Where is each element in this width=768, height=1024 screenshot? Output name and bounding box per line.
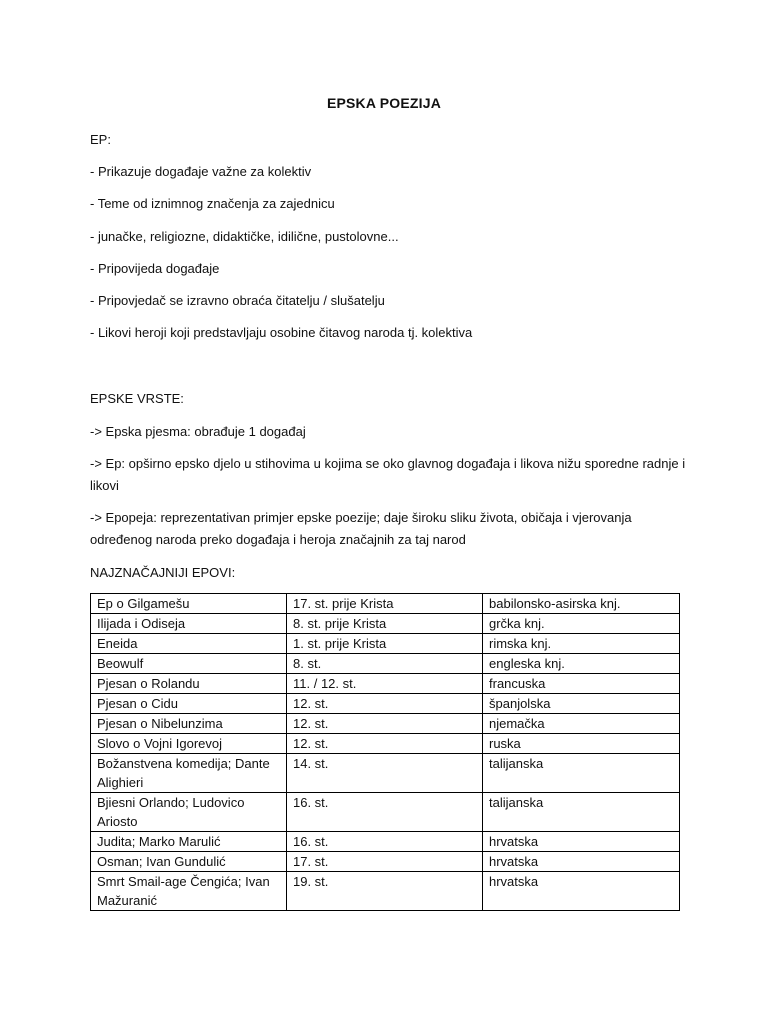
ep-name-cell: Pjesan o Nibelunzima <box>91 714 287 734</box>
century-cell: 12. st. <box>287 734 483 754</box>
literature-cell: rimska knj. <box>483 634 680 654</box>
table-row <box>91 754 680 793</box>
literature-cell: španjolska <box>483 694 680 714</box>
century-cell: 17. st. prije Krista <box>287 594 483 614</box>
table-row <box>91 793 680 832</box>
ep-name-cell: Bjiesni Orlando; Ludovico Ariosto <box>91 793 287 832</box>
table-row <box>91 714 680 734</box>
ep-heading: EP: <box>90 132 111 147</box>
literature-cell: francuska <box>483 674 680 694</box>
century-cell: 16. st. <box>287 793 483 832</box>
literature-cell: talijanska <box>483 793 680 832</box>
ep-name-cell: Osman; Ivan Gundulić <box>91 852 287 872</box>
ep-name-cell: Ep o Gilgamešu <box>91 594 287 614</box>
ep-name-cell: Pjesan o Cidu <box>91 694 287 714</box>
ep-item: - Teme od iznimnog značenja za zajednicu <box>90 196 335 211</box>
century-cell: 17. st. <box>287 852 483 872</box>
century-cell: 1. st. prije Krista <box>287 634 483 654</box>
vrste-heading: EPSKE VRSTE: <box>90 391 184 406</box>
literature-cell: engleska knj. <box>483 654 680 674</box>
literature-cell: babilonsko-asirska knj. <box>483 594 680 614</box>
literature-cell: njemačka <box>483 714 680 734</box>
ep-name-cell: Smrt Smail-age Čengića; Ivan Mažuranić <box>91 872 287 911</box>
table-row <box>91 594 680 614</box>
ep-name-cell: Slovo o Vojni Igorevoj <box>91 734 287 754</box>
ep-item: - Pripovjedač se izravno obraća čitatelju / slušatelju <box>90 293 385 308</box>
document-title: EPSKA POEZIJA <box>326 95 442 111</box>
ep-name-cell: Eneida <box>91 634 287 654</box>
ep-name-cell: Judita; Marko Marulić <box>91 832 287 852</box>
vrste-item: -> Epopeja: reprezentativan primjer epske poezije; daje široku sliku života, običaja i vjerovanja određenog naroda preko događaja i heroja značajnih za taj narod <box>90 510 632 547</box>
table-row <box>91 674 680 694</box>
literature-cell: hrvatska <box>483 852 680 872</box>
century-cell: 8. st. prije Krista <box>287 614 483 634</box>
literature-cell: hrvatska <box>483 832 680 852</box>
table-row <box>91 634 680 654</box>
vrste-item: -> Epska pjesma: obrađuje 1 događaj <box>90 424 306 439</box>
century-cell: 11. / 12. st. <box>287 674 483 694</box>
literature-cell: hrvatska <box>483 872 680 911</box>
literature-cell: talijanska <box>483 754 680 793</box>
ep-item: - Likovi heroji koji predstavljaju osobine čitavog naroda tj. kolektiva <box>90 325 473 340</box>
epovi-table <box>90 593 680 911</box>
century-cell: 12. st. <box>287 714 483 734</box>
ep-name-cell: Beowulf <box>91 654 287 674</box>
literature-cell: ruska <box>483 734 680 754</box>
table-row <box>91 852 680 872</box>
ep-name-cell: Božanstvena komedija; Dante Alighieri <box>91 754 287 793</box>
ep-item: - Pripovijeda događaje <box>90 261 220 276</box>
table-row <box>91 614 680 634</box>
ep-name-cell: Ilijada i Odiseja <box>91 614 287 634</box>
century-cell: 14. st. <box>287 754 483 793</box>
table-heading: NAJZNAČAJNIJI EPOVI: <box>90 565 236 580</box>
literature-cell: grčka knj. <box>483 614 680 634</box>
ep-item: - junačke, religiozne, didaktičke, idilične, pustolovne... <box>90 229 399 244</box>
century-cell: 16. st. <box>287 832 483 852</box>
vrste-item: -> Ep: opširno epsko djelo u stihovima u kojima se oko glavnog događaja i likova nižu sporedne radnje i likovi <box>90 456 686 493</box>
ep-item: - Prikazuje događaje važne za kolektiv <box>90 164 312 179</box>
table-row <box>91 734 680 754</box>
table-row <box>91 872 680 911</box>
table-row <box>91 832 680 852</box>
century-cell: 12. st. <box>287 694 483 714</box>
table-row <box>91 654 680 674</box>
table-row <box>91 694 680 714</box>
ep-name-cell: Pjesan o Rolandu <box>91 674 287 694</box>
century-cell: 8. st. <box>287 654 483 674</box>
century-cell: 19. st. <box>287 872 483 911</box>
